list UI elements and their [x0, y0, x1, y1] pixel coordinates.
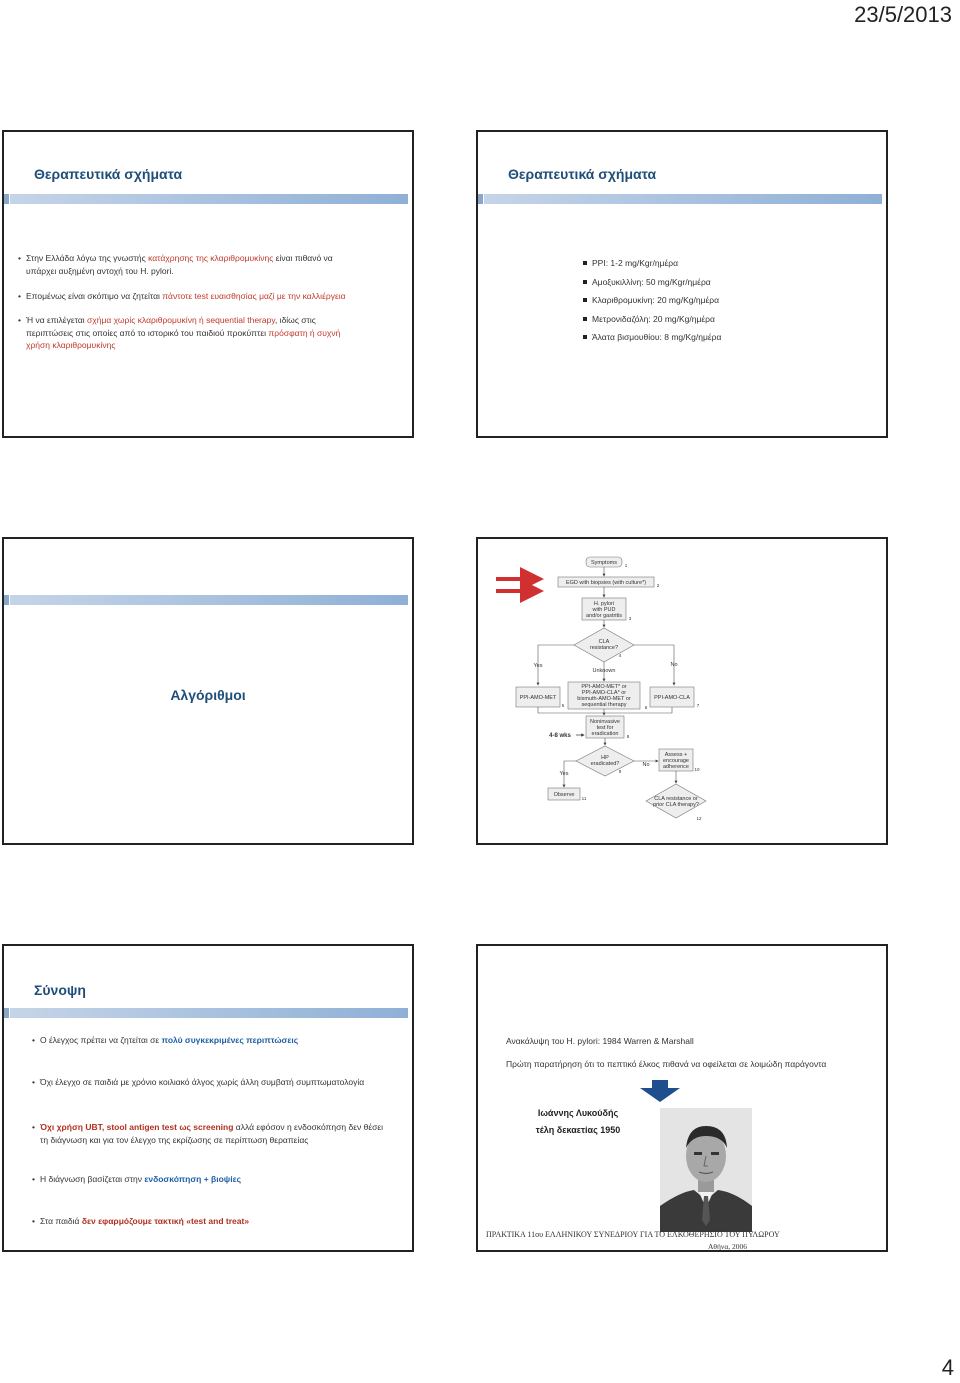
step-number: 6	[644, 705, 648, 710]
title-underline-bar	[10, 1008, 408, 1018]
portrait-caption-date: τέλη δεκαετίας 1950	[535, 1125, 621, 1135]
slide-flowchart	[476, 537, 888, 845]
list-item: Άλατα βισμουθίου: 8 mg/Kg/ημέρα	[586, 332, 721, 351]
step-number: 9	[618, 769, 622, 774]
step-number: 12	[696, 816, 702, 821]
slide-title: Σύνοψη	[34, 982, 86, 998]
svg-text:resistance?: resistance?	[589, 645, 619, 651]
title-underline-bar	[10, 194, 408, 204]
svg-text:PPI-AMO-CLA: PPI-AMO-CLA	[654, 695, 690, 701]
portrait-caption-name: Ιωάννης Λυκούδής	[537, 1108, 619, 1118]
svg-text:bismuth-AMO-MET or: bismuth-AMO-MET or	[577, 696, 631, 702]
bullet-no-ubt-screening: • Όχι χρήση UBT, stool antigen test ως screening αλλά εφόσον η ενδοσκόπηση δεν θέσει τη διάγνωση και για τον έλεγχο της εκρίζωσης σε περίπτωση θεραπείας	[32, 1122, 384, 1145]
step-number: 10	[694, 767, 700, 772]
bullet-no-testing-pain: • Όχι έλεγχο σε παιδιά με χρόνιο κοιλιακό άλγος χωρίς άλλη συμβατή συμπτωματολογία	[32, 1077, 365, 1087]
slide-history	[476, 944, 888, 1252]
svg-text:HP: HP	[601, 755, 609, 761]
bullet-diagnosis-endoscopy: • Η διάγνωση βασίζεται στην ενδοσκόπηση + βιοψίες	[32, 1174, 242, 1184]
svg-text:sequential therapy: sequential therapy	[581, 702, 627, 708]
svg-text:PPI-AMO-MET* or: PPI-AMO-MET* or	[581, 684, 627, 690]
title-underline-bar	[484, 194, 882, 204]
portrait-photo	[660, 1108, 752, 1232]
svg-text:adherence: adherence	[663, 764, 689, 770]
svg-text:eradication: eradication	[591, 731, 619, 737]
bullet-no-clarithromycin: • Ή να επιλέγεται σχήμα χωρίς κλαριθρομυκίνη ή sequential therapy, ιδίως στις περιπτώσεις στις οποίες από το ιστορικό του παιδιού προκύπτει πρόσφατη ή συχνή χρήση κλαριθρομυκίνης	[18, 315, 341, 350]
branch-yes: Yes	[533, 663, 543, 669]
svg-text:eradicated?: eradicated?	[590, 761, 620, 767]
svg-text:Noninvasive: Noninvasive	[590, 719, 620, 725]
step-number: 11	[581, 796, 587, 801]
bullet-sensitivity-test: • Επομένως είναι σκόπιμο να ζητείται πάντοτε test ευαισθησίας μαζί με την καλλιέργεια	[18, 291, 346, 301]
slide-therapeutic-schemes-2	[476, 130, 888, 438]
step-number: 4	[618, 653, 622, 658]
step-number: 7	[696, 703, 700, 708]
svg-text:H. pylori: H. pylori	[593, 601, 615, 607]
svg-text:test for: test for	[596, 725, 614, 731]
list-item: PPI: 1-2 mg/Kgr/ημέρα	[586, 258, 721, 277]
down-arrow-icon	[638, 1080, 682, 1102]
source-place: Αθήνα, 2006	[708, 1242, 748, 1251]
step-number: 5	[561, 703, 565, 708]
bullet-no-test-and-treat: • Στα παιδιά δεν εφαρμόζουμε τακτική «test and treat»	[32, 1216, 250, 1226]
bullet-specific-cases: • Ο έλεγχος πρέπει να ζητείται σε πολύ συγκεκριμένες περιπτώσεις	[32, 1035, 299, 1045]
step-number: 1	[624, 563, 628, 568]
svg-text:Assess +: Assess +	[664, 752, 688, 758]
slide-title: Αλγόριθμοι	[170, 687, 246, 703]
list-item: Αμοξυκιλλίνη: 50 mg/Kgr/ημέρα	[586, 277, 721, 296]
bullet-greek-resistance: • Στην Ελλάδα λόγω της γνωστής κατάχρησης της κλαριθρομυκίνης είναι πιθανό να υπάρχει αυξημένη αντοχή του H. pylori.	[18, 253, 333, 276]
step-number: 8	[626, 734, 630, 739]
branch-unknown: Unknown	[592, 668, 616, 674]
svg-text:Observe: Observe	[553, 792, 575, 798]
first-observation-line: Πρώτη παρατήρηση ότι το πεπτικό έλκος πιθανά να οφείλεται σε λοιμώδη παράγοντα	[506, 1059, 827, 1069]
branch-no: No	[642, 762, 650, 768]
slide-title: Θεραπευτικά σχήματα	[34, 166, 183, 182]
svg-text:CLA: CLA	[598, 639, 610, 645]
list-item: Μετρονιδαζόλη: 20 mg/Kg/ημέρα	[586, 314, 721, 333]
svg-text:CLA resistance or: CLA resistance or	[654, 796, 698, 802]
step-number: 3	[628, 616, 632, 621]
svg-text:PPI-AMO-MET: PPI-AMO-MET	[519, 695, 557, 701]
slide-title: Θεραπευτικά σχήματα	[508, 166, 657, 182]
page-date: 23/5/2013	[854, 2, 952, 27]
svg-text:encourage: encourage	[663, 758, 689, 764]
source-citation: ΠΡΑΚΤΙΚΑ 11ου ΕΛΛΗΝΙΚΟΥ ΣΥΝΕΔΡΙΟΥ ΓΙΑ ΤΟ ΕΛΚΟΘΕΡΗΣΙΟ ΤΟΥ ΠΥΛΩΡΟΥ	[486, 1230, 780, 1239]
hp-treatment-flowchart	[478, 539, 886, 843]
title-underline-bar	[10, 595, 408, 605]
slide-algorithms	[2, 537, 414, 845]
interval-label: 4-8 wks	[549, 733, 571, 739]
slide-summary	[2, 944, 414, 1252]
svg-text:with PUD: with PUD	[592, 607, 616, 613]
page-number: 4	[941, 1355, 954, 1380]
list-item: Κλαριθρομυκίνη: 20 mg/Kg/ημέρα	[586, 295, 721, 314]
svg-text:PPI-AMO-CLA* or: PPI-AMO-CLA* or	[581, 690, 627, 696]
node-symptoms-label: Symptoms	[591, 560, 617, 566]
branch-no: No	[670, 662, 678, 668]
discovery-line: Ανακάλυψη του H. pylori: 1984 Warren & Marshall	[506, 1036, 694, 1046]
slide-therapeutic-schemes-1	[2, 130, 414, 438]
svg-text:prior CLA therapy?: prior CLA therapy?	[653, 802, 699, 808]
step-number: 2	[656, 583, 660, 588]
node-egd-label: EGD with biopsies (with culture*)	[565, 580, 647, 586]
dosage-list	[586, 258, 721, 351]
branch-yes: Yes	[559, 771, 569, 777]
svg-text:and/or gastritis: and/or gastritis	[585, 613, 623, 619]
